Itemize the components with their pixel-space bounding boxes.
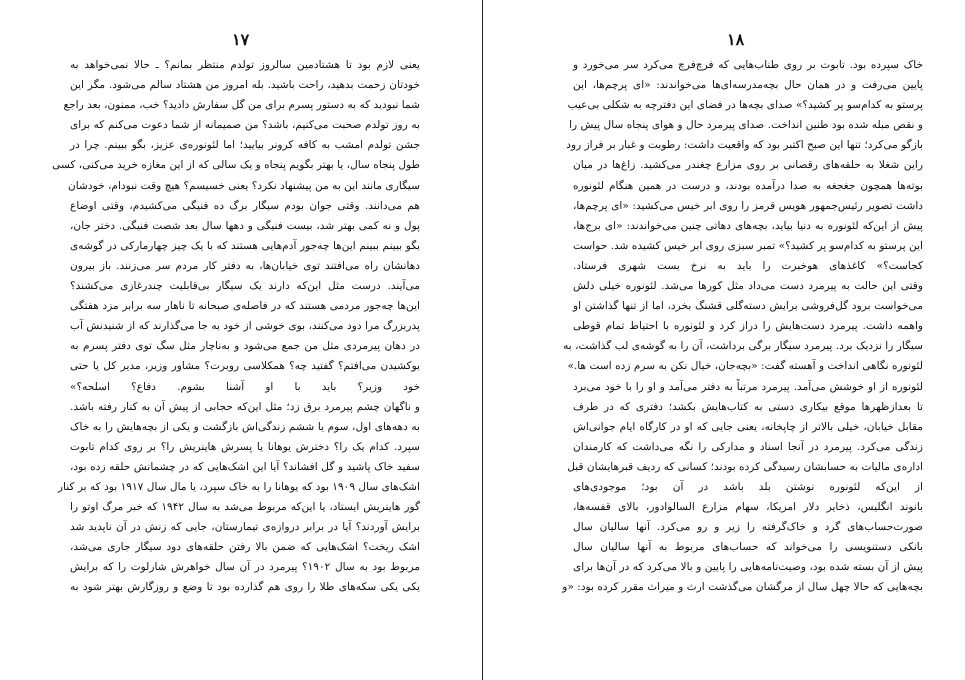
- text-line: یعنی لازم بود تا هشتادمین سالروز تولدم منتظر بمانم؟ ـ حالا نمی‌خواهد به: [70, 59, 420, 71]
- text-line: به دهه‌های اول، سوم یا ششم زندگی‌اش بازگشت و یکی از بچه‌هایش را به خاک: [70, 420, 420, 433]
- text-line: می‌آیند. درست مثل این‌که دارند یک سیگار بی‌قابلیت چندرغازی می‌کشند؟: [70, 280, 420, 293]
- text-line: از این‌که لئونوره نوشتن بلد باشد در آن بود؛ موجودی‌های: [573, 480, 923, 493]
- text-line: سیگاری مانند این به من پیشنهاد نکرد؟ یعنی خسیسم؟ هیچ وقت نبودام، خودشان: [68, 179, 420, 192]
- text-line: زندگی می‌کرد. پیرمرد در آنجا اسناد و مدارکی را نگه می‌داشت که کارمندان: [573, 440, 923, 453]
- text-line: برایش آوردند؟ آیا در برابر دروازه‌ی تیمارستان، جایی که زنش در آن ناپدید شد: [70, 521, 420, 534]
- text-line: طول پنجاه سال، یا بهتر بگویم پنجاه و یک سالی که از این مغازه خرید می‌کنی، کسی: [52, 159, 420, 172]
- text-line: کجاست؟» کاغذهای هوخبرت را باید به نرخ بست شهری فرستاد.: [573, 259, 923, 272]
- text-line: پول و نه کمی بهتر شد، بیست فنیگی و دهها سال بعد شصت فنیگی. دختر جان،: [70, 219, 420, 232]
- text-line: و نقص مبله شده بود طنین انداخت. صدای پیرمرد حال و هوای پنجاه سال پیش را: [569, 119, 923, 132]
- text-line: به روز تولدم صحبت می‌کنیم، باشد؟ من صمیمانه از شما دعوت می‌کنم که برای: [70, 119, 420, 132]
- text-line: پدربزرگ مرا دود می‌کنند، بوی خوشی از خود به جا می‌گذارند که از شنیدنش آب: [70, 320, 420, 333]
- text-line: صورت‌حساب‌های گرد و خاک‌گرفته را زیر و رو می‌کرد. آنها سالیان سال: [573, 521, 923, 534]
- text-line: اشک ریخت؟ اشک‌هایی که ضمن بالا رفتن حلقه‌های دود سیگار جاری می‌شد،: [70, 541, 420, 554]
- text-line: جشن تولدم امشب به کافه کرونر بیایید؛ اما لئونوره‌ی عزیز، بگو ببینم. چرا در: [70, 139, 420, 152]
- text-line: بانکی دستنویسی را می‌خواند که حساب‌های مربوط به آنها سالیان سال: [573, 541, 923, 554]
- text-line: بازگو می‌کرد؛ تنها این صبح اکتبر بود که واقعیت داشت: رطوبت و غبار بر فراز رود: [566, 139, 923, 152]
- right-page-body: [562, 55, 923, 598]
- page-number-right: ۱۸: [727, 30, 745, 49]
- text-line: هم می‌دانند. وقتی جوان بودم سیگار برگ ده فنیگی می‌کشیدم، وقتی اوضاع: [70, 199, 420, 212]
- text-line: پرستو به کدام‌سو پر کشید؟» صدای بچه‌ها در فضای این دفترچه به شکلی بی‌عیب: [567, 99, 923, 112]
- text-line: سپرد. کدام یک را؟ دخترش یوهانا یا پسرش هاینریش را؟ بر روی کدام تابوت: [70, 440, 420, 453]
- text-line: بانوند انگلیس، ذخایر دلار امریکا، سهام مزارع السالوادور، بالای قفسه‌ها،: [573, 501, 923, 514]
- text-line: این‌ها چه‌جور مردمی هستند که در فاصله‌ی صبحانه تا ناهار سه برابر مزد هفتگی: [70, 300, 420, 313]
- text-line: لئونوره از او خوشش می‌آمد. پیرمرد مرتباً به دفتر می‌آمد و او را با خود می‌برد: [573, 380, 923, 393]
- text-line: داشت تصویر رئیس‌جمهور هویس قرمز را روی ابر خیس می‌کشید: «ای پرچم‌ها،: [573, 199, 923, 212]
- text-line: دهانشان راه می‌افتند توی خیابان‌ها، به دفتر کار مردم سر می‌زنند. باز بیرون: [70, 259, 420, 272]
- text-line: تا بعدازظهرها موقع بیکاری دستی به کتاب‌هایش بکشد؛ دفتری که در طرف: [573, 400, 923, 413]
- text-line: لئونوره نگاهی انداخت و آهسته گفت: «بچه‌جان، خیال نکن به سرم زده است ها.»: [567, 360, 923, 373]
- text-line: مربوط بود به سال ۱۹۰۲؟ پیرمرد در آن سال خواهرش شارلوت را که برایش: [70, 561, 420, 574]
- text-line: خودتان زحمت بدهید، راحت باشید. بله امروز من هشتاد سالم می‌شود. مگر این: [70, 79, 420, 92]
- text-line: واهمه داشت. پیرمرد دست‌هایش را دراز کرد و لئونوره با احتیاط تمام قوطی: [573, 320, 923, 333]
- text-line: مقابل خیابان، خیلی بالاتر از چاپخانه، یعنی جایی که او در کارگاه ایام جوانی‌اش: [573, 420, 923, 433]
- text-line: پیش از این‌که لئونوره به دنیا بیاید، بچه‌های دهاتی چنین می‌خواندند: «ای برج‌ها،: [573, 219, 923, 232]
- text-line: خود وزیر؟ باید با او آشنا بشوم. دفاع؟ اسلحه؟»: [70, 380, 420, 393]
- text-line: و ناگهان چشم پیرمرد برق زد؛ مثل این‌که حجابی از پیش آن به کنار رفته باشد.: [70, 400, 420, 413]
- text-line: وقتی این حالت به پیرمرد دست می‌داد مثل کورها می‌شد. لئونوره خیلی دلش: [573, 280, 923, 293]
- right-page: [483, 0, 965, 680]
- left-page-body: [52, 55, 420, 598]
- text-line: در دهان پیرمردی مثل من جمع می‌شود و به‌ناچار مثل سگ توی دفتر پسرم به: [70, 340, 420, 353]
- left-page: [0, 0, 482, 680]
- text-line: یکی یکی سکه‌های طلا را روی هم گذارده بود تا وضع و روزگارش بهتر شود به: [70, 581, 420, 594]
- text-line: پایین می‌رفت و در همان حال بچه‌مدرسه‌ای‌ها می‌خواندند: «ای پرچم‌ها، این: [573, 79, 923, 92]
- page-number-left: ۱۷: [232, 30, 250, 49]
- text-line: سفید خاک پاشید و گل افشاند؟ آیا این اشک‌هایی که در چشمانش حلقه زده بود،: [70, 460, 420, 473]
- text-line: اداره‌ی مالیات به حسابشان رسیدگی کرده بودند؛ کسانی که ردیف قبرهایشان قبل: [567, 460, 923, 473]
- text-line: می‌خواست برود گل‌فروشی برایش دسته‌گلی قشنگ بخرد، اما از تنها گذاشتن او: [573, 300, 923, 313]
- text-line: بگو ببینم ببینم این‌ها چه‌جور آدم‌هایی هستند که با یک چیز چهارمارکی در گوشه‌ی: [70, 239, 420, 252]
- text-line: سیگار را نزدیک برد. پیرمرد سیگار برگی برداشت، آن را به گوشه‌ی لب گذاشت، به: [563, 340, 923, 353]
- text-line: این پرستو به کدام‌سو پر کشید؟» تمبر سبزی روی ابر خیس کشیده شد. حواست: [573, 239, 923, 252]
- text-line: بوته‌ها همچون جغجغه به صدا درآمده بودند، و درست در همین هنگام لئونوره: [573, 179, 923, 192]
- text-line: گور هاینریش ایستاد، یا این‌که مربوط می‌شد به سال ۱۹۴۲ که خبر مرگ اوتو را: [70, 501, 420, 514]
- text-line: راین شغلا به حلقه‌های رقصانی بر روی مزارع چغندر می‌کشید. زاغ‌ها در میان: [573, 159, 923, 172]
- text-line: خاک سپرده بود. تابوت بر روی طناب‌هایی که فرچ‌فرچ می‌کرد سر می‌خورد و: [573, 59, 923, 71]
- text-line: بچه‌هایی که حالا چهل سال از مرگشان می‌گذشت ارث و میراث مقرر کرده بود: «و: [562, 581, 923, 594]
- text-line: اشک‌های سال ۱۹۰۹ بود که یوهانا را به خاک سپرد، یا مال سال ۱۹۱۷ بود که بر کنار: [57, 480, 420, 493]
- text-line: شما نبودید که به دستور پسرم برای من گل سفارش دادید؟ خب، ممنون، بعد راجع: [63, 99, 420, 112]
- text-line: بوکشیدن می‌افتم؟ گفتید چه؟ همکلاسی روبرت؟ مشاور وزیر، مدیر کل یا حتی: [70, 360, 420, 373]
- text-line: پیش از آن بسته شده بود، وصیت‌نامه‌هایی را پایین و بالا می‌کرد که در آن‌ها برای: [573, 561, 923, 574]
